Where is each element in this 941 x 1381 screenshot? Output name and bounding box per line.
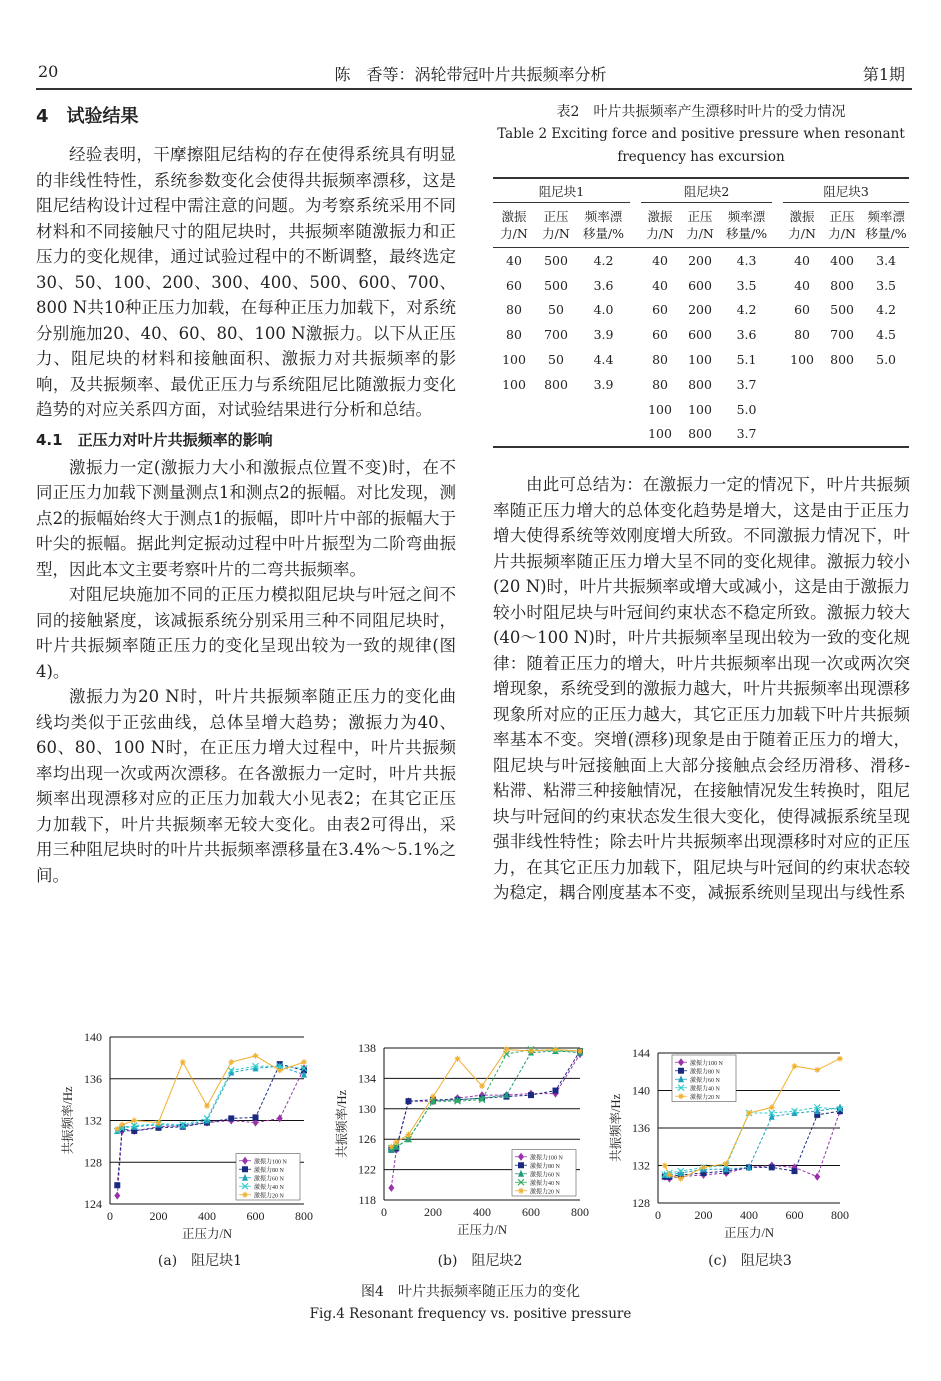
x-tick-label: 400 [740,1208,758,1222]
table-cell [863,422,909,448]
table-cell: 600 [688,327,712,343]
table2 [493,177,909,448]
legend-label: 激振力100 N [254,1159,287,1166]
data-point [131,1118,137,1124]
legend-label: 激振力20 N [530,1189,560,1196]
x-axis-label: 正压力/N [181,1227,233,1241]
table-cell [577,422,630,448]
table-cell [783,372,821,397]
table-column-header: 正压 力/N [828,209,856,241]
x-tick-label: 0 [107,1209,113,1223]
data-point [228,1059,234,1065]
right-column [493,472,910,906]
table-row [493,298,909,323]
table-cell: 40 [652,277,668,293]
y-tick-label: 128 [84,1155,102,1170]
table-cell: 100 [648,401,672,417]
legend-label: 激振力60 N [254,1176,284,1183]
table-cell: 4.2 [876,302,897,318]
legend-label: 激振力100 N [530,1155,563,1162]
table-row [493,347,909,372]
x-axis-label: 正压力/N [723,1226,775,1240]
table-cell: 40 [506,252,522,268]
y-tick-label: 132 [84,1113,102,1128]
table-cell [577,397,630,422]
table-cell: 3.4 [876,252,897,268]
table-column-header: 频率漂 移量/% [726,209,768,241]
x-tick-label: 200 [149,1209,168,1223]
table-cell: 700 [830,327,854,343]
series-line [391,1051,580,1150]
y-tick-label: 118 [358,1193,376,1207]
chart-a [40,1022,320,1242]
data-point [406,1098,412,1104]
section-title: 4 试验结果 [36,106,139,127]
legend-marker [678,1068,684,1074]
paragraph: 对阻尼块施加不同的正压力模拟阻尼块与叶冠之间不同的接触紧度，该减振系统分别采用三种不同阻尼块时，叶片共振频率随正压力的变化呈现出较为一致的规律(图4)。 [36,585,456,681]
subcaption-a: (a) 阻尼块1 [157,1253,243,1269]
header-rule [36,88,912,90]
table-cell: 60 [652,302,668,318]
table-caption-en: Table 2 Exciting force and positive pressure when resonant [497,126,905,142]
running-title: 陈 香等：涡轮带冠叶片共振频率分析 [334,65,607,84]
data-point [277,1114,283,1122]
table-cell: 5.0 [876,352,897,368]
subsection-title: 4.1 正压力对叶片共振频率的影响 [36,430,273,449]
y-tick-label: 126 [358,1132,376,1147]
paragraph: 经验表明，干摩擦阻尼结构的存在使得系统具有明显的非线性特性，系统参数变化会使得共振频率漂移，这是阻尼结构设计过程中需注意的问题。为考察系统采用不同材料和不同接触尺寸的阻尼块时，共振频率随激振力和正压力的变化规律，通过试验过程中的不断调整，最终选定30、50、100、200、300、400、500、600、700、800 N共10种正压力加载，在每种正压力加载下，对系统分别施加20、40、60、80、100 N激振力。以下从正压力、阻尼块的材料和接触面积、激振力对共振频率的影响，及共振频率、最优正压力与系统阻尼比随激振力变化趋势的对应关系四方面，对试验结果进行分析和总结。 [36,145,456,419]
table-cell: 3.6 [736,327,757,343]
chart-b [316,1030,606,1242]
legend-label: 激振力80 N [254,1167,284,1174]
legend-label: 激振力40 N [690,1086,720,1093]
series-line [665,1107,840,1175]
table-column-header: 正压 力/N [542,209,570,241]
table-cell: 80 [506,302,522,318]
data-point [253,1053,259,1059]
legend-marker [242,1166,248,1172]
y-axis-label: 共振频率/Hz [335,1089,349,1159]
table-column-header: 频率漂 移量/% [582,209,625,241]
table-cell [493,397,535,422]
subcaption-b: (b) 阻尼块2 [437,1253,523,1269]
table-caption-cn: 表2 叶片共振频率产生漂移时叶片的受力情况 [556,104,846,120]
x-tick-label: 800 [571,1205,589,1219]
y-tick-label: 140 [84,1030,102,1044]
data-point [528,1048,534,1054]
legend-label: 激振力40 N [530,1180,560,1187]
figure-caption-en: Fig.4 Resonant frequency vs. positive pressure [309,1306,632,1322]
table2-block [493,101,909,448]
table-group-header: 阻尼块2 [641,178,772,203]
table-group-header: 阻尼块1 [493,178,630,203]
data-point [180,1059,186,1065]
table-cell: 40 [794,277,811,293]
table-cell: 500 [544,252,568,268]
table-cell: 3.5 [876,277,897,293]
table-cell: 60 [506,277,522,293]
table-cell: 5.0 [736,401,757,417]
y-tick-label: 134 [358,1071,376,1086]
paragraph: 由此可总结为：在激振力一定的情况下，叶片共振频率随正压力增大的总体变化趋势是增大，这是由于正压力增大使得系统等效刚度增大所致。不同激振力情况下，叶片共振频率随正压力增大呈不同的变化规律。激振力较小(20 N)时，叶片共振频率或增大或减小，这是由于激振力较小时阻尼块与叶冠间约束状态不稳定所致。激振力较大(40～100 N)时，叶片共振频率呈现出较为一致的变化规律：随着正压力的增大，叶片共振频率出现一次或两次突增现象，系统受到的激振力越大，叶片共振频率出现漂移现象所对应的正压力越大，其它正压力加载下叶片共振频率基本不变。突增(漂移)现象是由于随着正压力的增大，阻尼块与叶冠接触面上大部分接触点会经历滑移、滑移-粘滞、粘滞三种接触情况，在接触情况发生转换时，阻尼块与叶冠间的约束状态发生很大变化，使得减振系统呈现强非线性特性；除去叶片共振频率出现漂移时对应的正压力，在其它正压力加载下，阻尼块与叶冠间的约束状态较为稳定，耦合刚度基本不变，减振系统则呈现出与线性系 [493,475,910,902]
table-row [493,273,909,298]
table-cell: 500 [830,302,854,318]
table-cell: 50 [548,302,564,318]
table-column-header: 激振 力/N [500,209,528,241]
y-tick-label: 130 [358,1101,376,1116]
data-point [769,1164,775,1170]
table-cell [783,422,821,448]
data-point [792,1063,798,1069]
legend-label: 激振力60 N [530,1172,560,1179]
x-tick-label: 200 [694,1208,713,1222]
series-line [391,1050,580,1149]
table-row [493,372,909,397]
table-cell: 4.2 [593,252,614,268]
table-cell: 800 [544,376,568,392]
legend-label: 激振力80 N [530,1163,560,1170]
paragraph: 激振力一定(激振力大小和激振点位置不变)时，在不同正压力加载下测量测点1和测点2的振幅。对比发现，测点2的振幅始终大于测点1的振幅，即叶片中部的振幅大于叶尖的振幅。据此判定振动过程中叶片振型为二阶弯曲振型，因此本文主要考察叶片的二弯共振频率。 [36,457,456,579]
data-point [204,1103,210,1109]
subcaption-c: (c) 阻尼块3 [708,1253,792,1269]
table-cell: 100 [648,426,672,442]
data-point [814,1173,820,1181]
table-cell: 3.5 [736,277,757,293]
data-point [528,1092,534,1098]
x-tick-label: 800 [295,1209,313,1223]
table-cell: 100 [790,352,814,368]
table-cell: 100 [502,352,526,368]
left-column [36,100,456,888]
table-cell [783,397,821,422]
table-cell: 800 [688,426,712,442]
table-cell: 5.1 [736,352,757,368]
table-column-header: 频率漂 移量/% [865,209,907,241]
table-cell: 40 [794,252,811,268]
table-cell: 800 [688,376,712,392]
figure-caption-cn: 图4 叶片共振频率随正压力的变化 [361,1284,580,1300]
table-cell: 600 [688,277,712,293]
y-axis-label: 共振频率/Hz [609,1093,623,1163]
y-tick-label: 144 [632,1046,650,1060]
table-cell: 3.7 [736,426,757,442]
table-cell [493,422,535,448]
table-cell: 700 [544,327,568,343]
data-point [388,1184,394,1192]
table-row [493,397,909,422]
table-cell: 3.9 [593,327,614,343]
table-row [493,422,909,448]
legend-label: 激振力80 N [690,1069,720,1076]
table-cell: 100 [688,401,712,417]
table-column-header: 正压 力/N [686,209,714,241]
y-tick-label: 124 [84,1197,102,1211]
issue-label: 第1期 [862,65,905,84]
table-cell [863,372,909,397]
table-caption-en-2: frequency has excursion [617,149,785,165]
data-point [253,1114,259,1120]
data-point [114,1192,120,1200]
series-line [665,1111,840,1179]
page-number: 20 [38,62,59,81]
table-cell [535,397,577,422]
table-column-header: 激振 力/N [646,209,674,241]
table-cell: 200 [688,252,712,268]
table-cell: 400 [830,252,854,268]
table-cell: 100 [502,376,526,392]
table-cell: 4.2 [736,302,757,318]
table-cell: 80 [652,376,668,392]
legend-label: 激振力60 N [690,1077,720,1084]
data-point [814,1067,820,1073]
x-tick-label: 600 [522,1205,540,1219]
y-tick-label: 132 [632,1158,650,1173]
table-cell [863,397,909,422]
legend-marker [518,1162,524,1168]
table-cell: 4.3 [736,252,757,268]
table-cell: 100 [688,352,712,368]
table-cell: 200 [688,302,712,318]
table-cell: 80 [794,327,811,343]
table-cell: 50 [548,352,564,368]
x-tick-label: 800 [831,1208,849,1222]
table-cell: 80 [652,352,668,368]
paragraph: 激振力为20 N时，叶片共振频率随正压力的变化曲线均类似于正弦曲线，总体呈增大趋势；激振力为40、60、80、100 N时，在正压力增大过程中，叶片共振频率均出现一次或两次漂移。在各激振力一定时，叶片共振频率出现漂移对应的正压力加载大小见表2；在其它正压力加载下，叶片共振频率无较大变化。由表2可得出，采用三种阻尼块时的叶片共振频率漂移量在3.4%～5.1%之间。 [36,687,456,885]
legend-label: 激振力20 N [690,1094,720,1101]
legend-label: 激振力20 N [254,1193,284,1200]
table-cell: 80 [506,327,522,343]
series-line [665,1111,840,1177]
x-axis-label: 正压力/N [456,1223,508,1237]
y-tick-label: 122 [358,1162,376,1177]
x-tick-label: 600 [785,1208,804,1222]
data-point [553,1088,559,1094]
table-cell: 4.0 [593,302,614,318]
y-axis-label: 共振频率/Hz [61,1086,75,1155]
legend-label: 激振力40 N [254,1184,284,1191]
table-cell: 4.5 [876,327,897,343]
table-cell [821,372,863,397]
table-cell: 3.6 [593,277,614,293]
data-point [301,1059,307,1065]
table-cell: 800 [830,352,854,368]
x-tick-label: 0 [655,1208,661,1222]
data-point [792,1168,798,1174]
table-cell: 3.7 [736,376,757,392]
table-row [493,322,909,347]
chart-c [590,1036,850,1242]
data-point [662,1163,668,1169]
y-tick-label: 140 [632,1083,650,1098]
data-point [837,1056,843,1062]
series-line [665,1107,840,1175]
table-column-header: 激振 力/N [788,209,816,241]
legend-label: 激振力100 N [690,1060,723,1067]
table-cell: 4.4 [593,352,614,368]
x-tick-label: 200 [424,1205,442,1219]
table-cell: 60 [794,302,811,318]
table-cell: 800 [830,277,854,293]
x-tick-label: 0 [381,1205,387,1219]
x-tick-label: 400 [473,1205,491,1219]
table-cell [821,397,863,422]
y-tick-label: 128 [632,1196,650,1210]
data-point [228,1115,234,1121]
table-cell [535,422,577,448]
table-group-header: 阻尼块3 [783,178,909,203]
table-row [493,248,909,273]
y-tick-label: 136 [84,1071,102,1086]
x-tick-label: 400 [198,1209,216,1223]
table-cell [821,422,863,448]
data-point [769,1104,775,1110]
data-point [114,1182,120,1188]
table-cell: 500 [544,277,568,293]
x-tick-label: 600 [246,1209,265,1223]
y-tick-label: 138 [358,1041,376,1055]
table-cell: 60 [652,327,668,343]
table-cell: 40 [652,252,668,268]
table-cell: 3.9 [593,376,614,392]
y-tick-label: 136 [632,1121,650,1135]
